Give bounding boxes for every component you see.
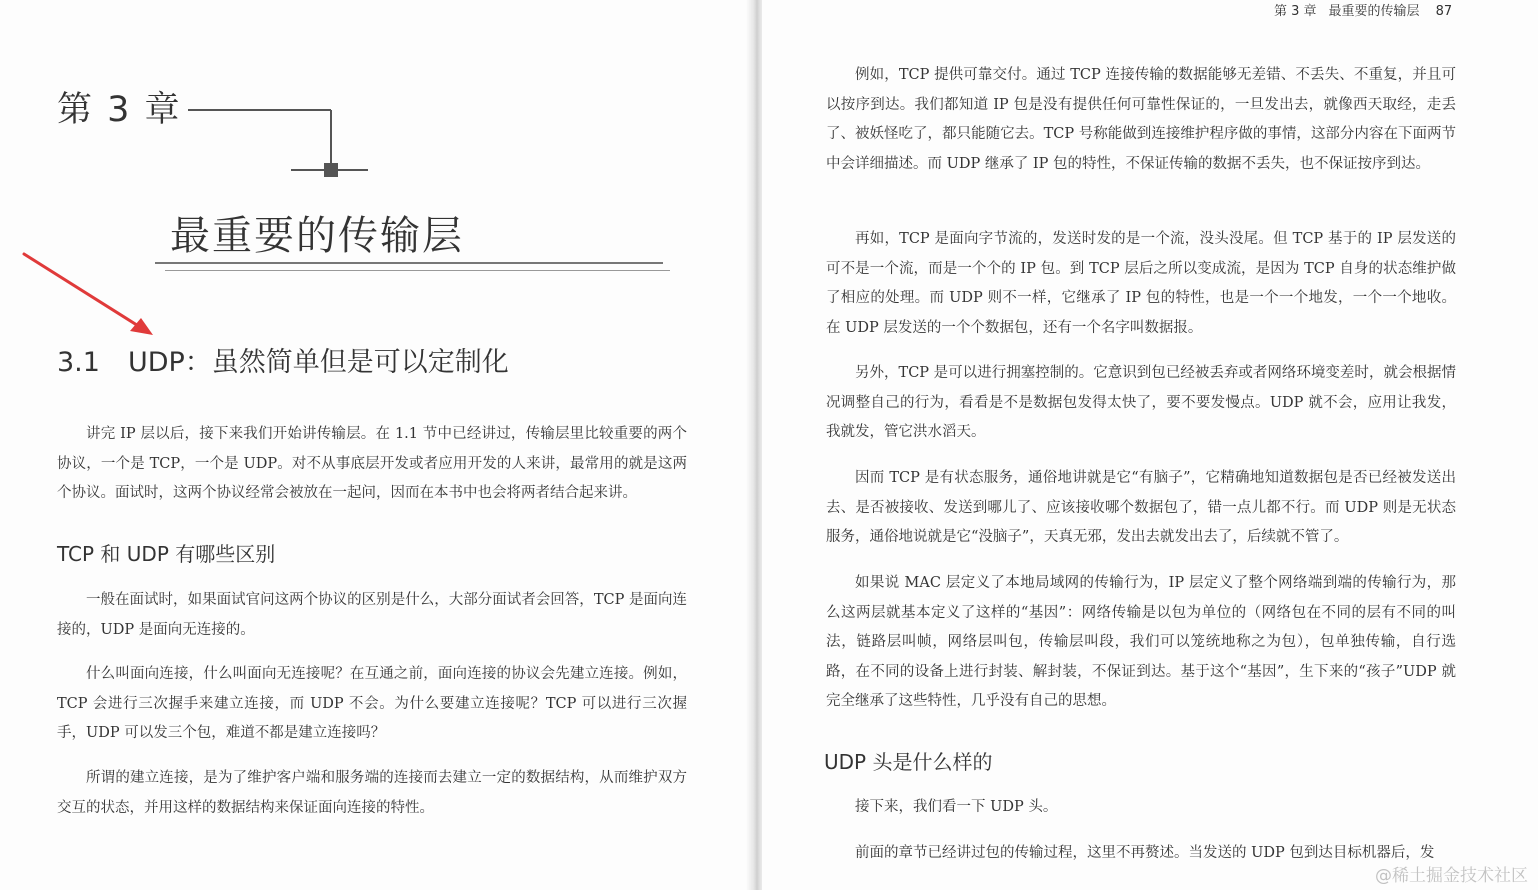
body-paragraph: 另外，TCP 是可以进行拥塞控制的。它意识到包已经被丢弃或者网络环境变差时，就会根据情况调整自己的行为，看看是不是数据包发得太快了，要不要发慢点。UDP 就不会，应用让我发，我就发，管它洪水滔天。	[826, 365, 1456, 440]
subheading-tcp-udp-difference: TCP 和 UDP 有哪些区别	[57, 542, 276, 566]
section-heading	[57, 340, 509, 379]
running-head	[1274, 0, 1452, 19]
red-arrow-annotation	[0, 0, 752, 360]
watermark: @稀土掘金技术社区	[1375, 866, 1528, 886]
section-title: UDP：虽然简单但是可以定制化	[127, 347, 509, 378]
body-paragraph: 再如，TCP 是面向字节流的，发送时发的是一个流，没头没尾。但 TCP 基于的 IP 层发送的可不是一个流，而是一个个的 IP 包。到 TCP 层后之所以变成流，是因为 TCP 自身的状态维护做了相应的处理。而 UDP 则不一样，它继承了 IP 包的特性，也是一个一个地发，一个一个地收。在 UDP 层发送的一个个数据包，还有一个名字叫数据报。	[826, 231, 1456, 336]
running-head-title: 最重要的传输层	[1328, 4, 1420, 19]
body-paragraph: 前面的章节已经讲过包的传输过程，这里不再赘述。当发送的 UDP 包到达目标机器后，发	[855, 845, 1435, 861]
chapter-title: 最重要的传输层	[170, 213, 464, 259]
body-paragraph: 如果说 MAC 层定义了本地局域网的传输行为，IP 层定义了整个网络端到端的传输行为，那么这两层就基本定义了这样的“基因”：网络传输是以包为单位的（网络包在不同的层有不同的叫法，链路层叫帧，网络层叫包，传输层叫段，我们可以笼统地称之为包），包单独传输，自行选路，在不同的设备上进行封装、解封装，不保证到达。基于这个“基因”，生下来的“孩子”UDP 就完全继承了这些特性，几乎没有自己的思想。	[826, 575, 1456, 709]
chapter-label: 第 3 章	[57, 90, 182, 130]
left-page	[0, 0, 752, 890]
section-number: 3.1	[57, 347, 100, 378]
intro-paragraph: 讲完 IP 层以后，接下来我们开始讲传输层。在 1.1 节中已经讲过，传输层里比较重要的两个协议，一个是 TCP，一个是 UDP。对不从事底层开发或者应用开发的人来讲，最常用的就是这两个协议。面试时，这两个协议经常会被放在一起问，因而在本书中也会将两者结合起来讲。	[57, 426, 687, 501]
body-paragraph: 什么叫面向连接，什么叫面向无连接呢？在互通之前，面向连接的协议会先建立连接。例如，TCP 会进行三次握手来建立连接，而 UDP 不会。为什么要建立连接呢？TCP 可以进行三次握手，UDP 可以发三个包，难道不都是建立连接吗？	[57, 666, 687, 741]
body-paragraph: 例如，TCP 提供可靠交付。通过 TCP 连接传输的数据能够无差错、不丢失、不重复，并且可以按序到达。我们都知道 IP 包是没有提供任何可靠性保证的，一旦发出去，就像西天取经，走丢了、被妖怪吃了，都只能随它去。TCP 号称能做到连接维护程序做的事情，这部分内容在下面两节中会详细描述。而 UDP 继承了 IP 包的特性，不保证传输的数据不丢失，也不保证按序到达。	[826, 67, 1456, 172]
body-paragraph: 一般在面试时，如果面试官问这两个协议的区别是什么，大部分面试者会回答，TCP 是面向连接的，UDP 是面向无连接的。	[57, 592, 687, 638]
page-number: 87	[1435, 4, 1453, 19]
subheading-udp-header: UDP 头是什么样的	[824, 750, 993, 774]
body-paragraph: 因而 TCP 是有状态服务，通俗地讲就是它“有脑子”，它精确地知道数据包是否已经被发送出去、是否被接收、发送到哪儿了、应该接收哪个数据包了，错一点儿都不行。而 UDP 则是无状态服务，通俗地说就是它“没脑子”，天真无邪，发出去就发出去了，后续就不管了。	[826, 470, 1456, 545]
body-paragraph: 接下来，我们看一下 UDP 头。	[855, 799, 1058, 815]
body-paragraph: 所谓的建立连接，是为了维护客户端和服务端的连接而去建立一定的数据结构，从而维护双方交互的状态，并用这样的数据结构来保证面向连接的特性。	[57, 770, 687, 816]
running-head-chapter: 第 3 章	[1274, 4, 1317, 19]
